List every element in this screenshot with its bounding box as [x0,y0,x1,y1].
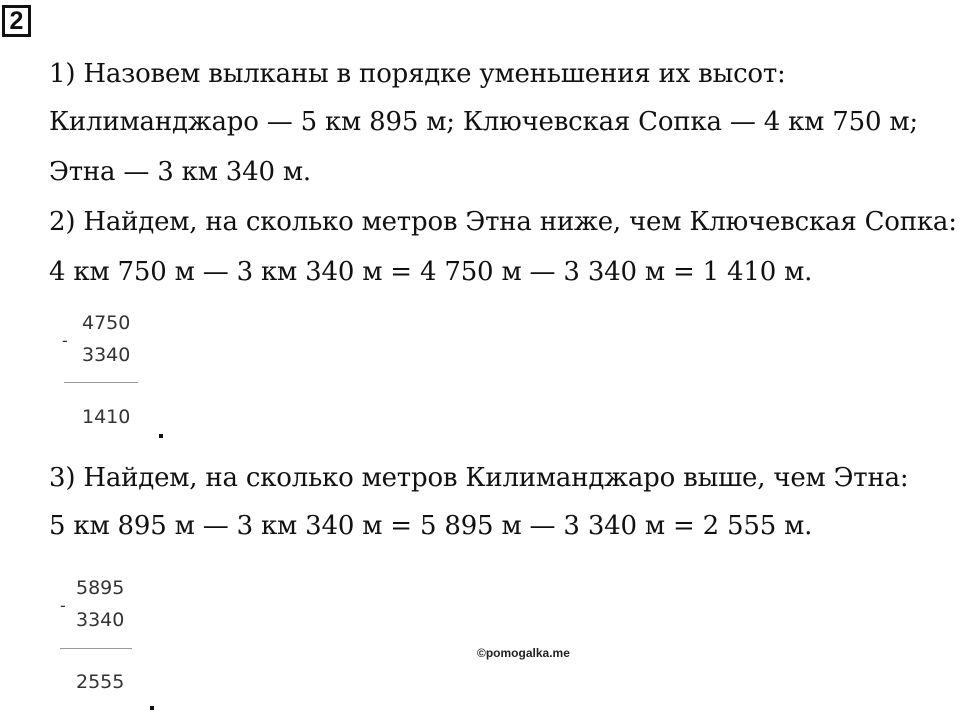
minus-sign: - [62,331,68,350]
minuend: 5895 [76,577,125,599]
subtrahend: 3340 [76,609,125,631]
volcano-heights-line: Килиманджаро — 5 км 895 м; Ключевская Сопка — 4 км 750 м; [49,107,918,137]
difference: 2555 [76,671,125,693]
step-2-equation: 4 км 750 м — 3 км 340 м = 4 750 м — 3 340 м = 1 410 м. [49,257,813,287]
column-subtraction-2 [56,575,156,705]
etna-height-line: Этна — 3 км 340 м. [49,157,311,187]
difference: 1410 [82,406,131,428]
step-2-heading: 2) Найдем, на сколько метров Этна ниже, чем Ключевская Сопка: [49,207,957,237]
step-3-equation: 5 км 895 м — 3 км 340 м = 5 895 м — 3 340 м = 2 555 м. [49,511,813,541]
step-1-heading: 1) Назовем вылканы в порядке уменьшения их высот: [49,59,786,89]
column-subtraction-1 [60,310,160,440]
step-3-heading: 3) Найдем, на сколько метров Килиманджаро выше, чем Этна: [49,463,909,493]
period-mark [159,434,163,438]
period-mark [150,706,154,710]
result-rule [64,382,138,383]
minuend: 4750 [82,312,131,334]
minus-sign: - [60,596,66,615]
task-number-badge: 2 [2,5,31,37]
result-rule [60,648,132,649]
site-watermark: ©pomogalka.me [477,646,570,660]
subtrahend: 3340 [82,344,131,366]
